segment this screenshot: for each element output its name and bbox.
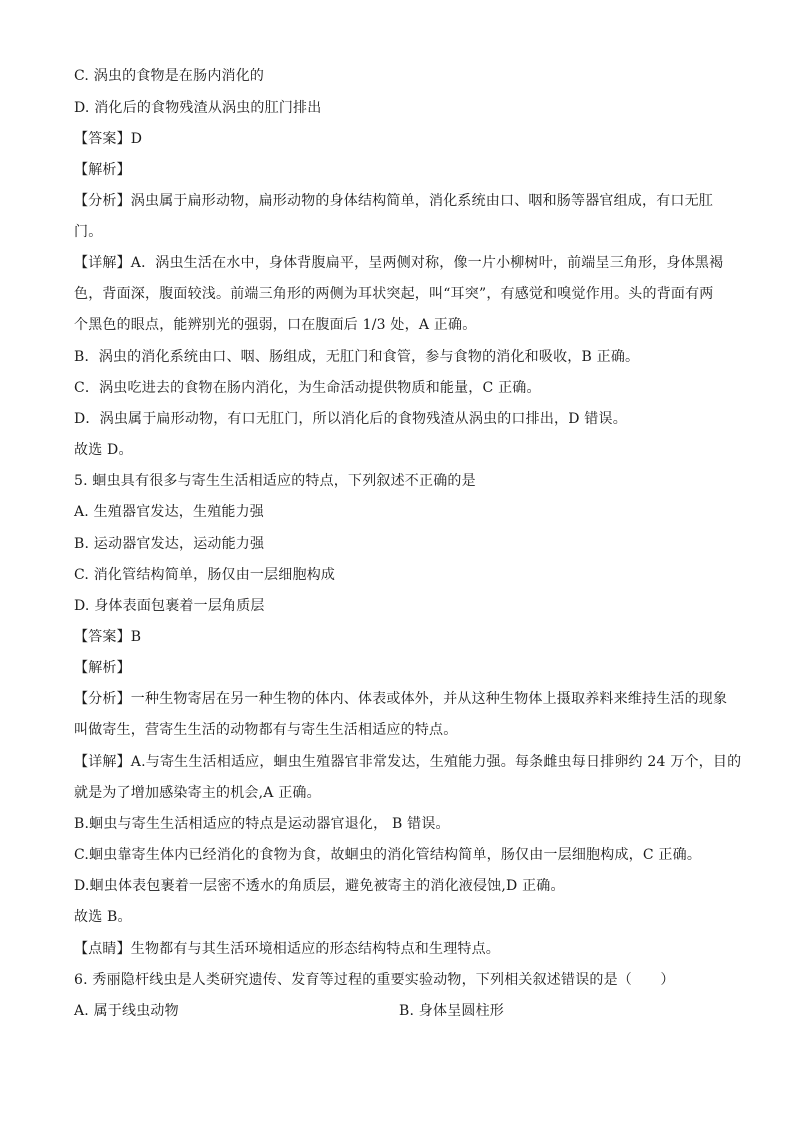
detail-text-q4-line6: D．涡虫属于扁形动物，有口无肛门，所以消化后的食物残渣从涡虫的口排出，D 错误。 (74, 411, 627, 427)
answer-q5: 【答案】B (74, 629, 142, 645)
choice-q5: 故选 B。 (74, 909, 132, 925)
option-a-q6: A. 属于线虫动物 (74, 1003, 179, 1019)
detail-text-q5-line3: B.蛔虫与寄生生活相适应的特点是运动器官退化， B 错误。 (74, 816, 450, 832)
question-5: 5. 蛔虫具有很多与寄生生活相适应的特点，下列叙述不正确的是 (74, 473, 476, 489)
option-c-q4: C. 涡虫的食物是在肠内消化的 (74, 68, 265, 84)
analysis-text-q5-line2: 叫做寄生，营寄生生活的动物都有与寄生生活相适应的特点。 (74, 722, 458, 738)
detail-text-q4-line2: 色，背面深，腹面较浅。前端三角形的两侧为耳状突起，叫“耳突”，有感觉和嗅觉作用。头的背面有两 (74, 286, 714, 302)
detail-text-q5-line4: C.蛔虫靠寄生体内已经消化的食物为食，故蛔虫的消化管结构简单，肠仅由一层细胞构成，C 正确。 (74, 847, 702, 863)
analysis-text-q4-line1: 【分析】涡虫属于扁形动物，扁形动物的身体结构简单，消化系统由口、咽和肠等器官组成，有口无肛 (74, 193, 713, 209)
detail-text-q4-line4: B．涡虫的消化系统由口、咽、肠组成，无肛门和食管，参与食物的消化和吸收，B 正确。 (74, 349, 640, 365)
key-point-q5: 【点睛】生物都有与其生活环境相适应的形态结构特点和生理特点。 (74, 941, 500, 957)
question-6: 6. 秀丽隐杆线虫是人类研究遗传、发育等过程的重要实验动物，下列相关叙述错误的是（ ） (74, 972, 675, 988)
detail-text-q4-line5: C．涡虫吃进去的食物在肠内消化，为生命活动提供物质和能量，C 正确。 (74, 380, 541, 396)
options-row-q6 (74, 1002, 734, 1020)
analysis-text-q5-line1: 【分析】一种生物寄居在另一种生物的体内、体表或体外，并从这种生物体上摄取养料来维持生活的现象 (74, 691, 728, 707)
detail-text-q4-line3: 个黑色的眼点，能辨别光的强弱，口在腹面后 1/3 处，A 正确。 (74, 317, 477, 333)
choice-q4: 故选 D。 (74, 442, 133, 458)
analysis-heading-q5: 【解析】 (74, 660, 131, 676)
option-b-q6: B. 身体呈圆柱形 (399, 1003, 504, 1019)
analysis-heading-q4: 【解析】 (74, 162, 131, 178)
option-c-q5: C. 消化管结构简单，肠仅由一层细胞构成 (74, 567, 336, 583)
detail-text-q5-line5: D.蛔虫体表包裹着一层密不透水的角质层，避免被寄主的消化液侵蚀,D 正确。 (74, 878, 565, 894)
detail-text-q5-line1: 【详解】A.与寄生生活相适应，蛔虫生殖器官非常发达，生殖能力强。每条雌虫每日排卵约 24 万个，目的 (74, 754, 742, 770)
analysis-text-q4-line2: 门。 (74, 224, 103, 240)
answer-q4: 【答案】D (74, 131, 143, 147)
option-a-q5: A. 生殖器官发达，生殖能力强 (74, 504, 265, 520)
option-d-q5: D. 身体表面包裹着一层角质层 (74, 598, 265, 614)
option-b-q5: B. 运动器官发达，运动能力强 (74, 536, 265, 552)
detail-text-q4-line1: 【详解】A．涡虫生活在水中，身体背腹扁平，呈两侧对称，像一片小柳树叶，前端呈三角形，身体黑褐 (74, 255, 724, 271)
option-d-q4: D. 消化后的食物残渣从涡虫的肛门排出 (74, 100, 322, 116)
detail-text-q5-line2: 就是为了增加感染寄主的机会,A 正确。 (74, 785, 321, 801)
